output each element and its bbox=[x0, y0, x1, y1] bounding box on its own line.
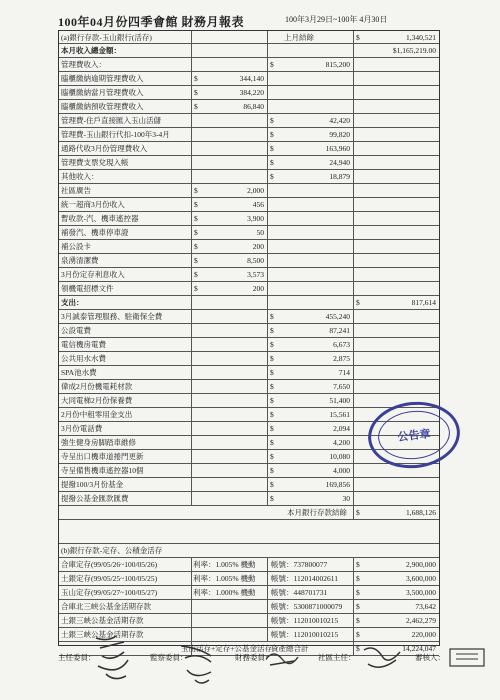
amount-cell bbox=[353, 492, 440, 505]
row-label: 領機電招標文件 bbox=[61, 284, 114, 293]
amount-cell bbox=[191, 282, 268, 295]
amount-value: 4,000 bbox=[333, 466, 350, 475]
amount-cell bbox=[191, 614, 268, 627]
interest-rate: 利率：1.000% 機動 bbox=[193, 588, 256, 597]
amount-cell bbox=[191, 366, 268, 379]
amount-cell bbox=[267, 296, 354, 309]
amount-cell bbox=[353, 296, 440, 309]
row-label: 3月份電話費 bbox=[61, 424, 103, 433]
amount-cell bbox=[267, 324, 354, 337]
amount-value: 87,241 bbox=[329, 326, 350, 335]
amount-value: 3,900 bbox=[247, 214, 264, 223]
currency-sign: $ bbox=[194, 88, 198, 97]
amount-cell bbox=[267, 86, 354, 99]
row-label: 合庫北三峡公基金活期存款 bbox=[61, 602, 151, 611]
amount-value: 456 bbox=[252, 200, 264, 209]
amount-cell bbox=[191, 380, 268, 393]
amount-value: 6,673 bbox=[333, 340, 350, 349]
table-row bbox=[59, 352, 439, 366]
amount-value: 8,500 bbox=[247, 256, 264, 265]
amount-cell bbox=[353, 366, 440, 379]
amount-cell bbox=[267, 142, 354, 155]
row-label: 大同電梯2月份保養費 bbox=[61, 396, 133, 405]
amount-cell bbox=[267, 450, 354, 463]
currency-sign: $ bbox=[194, 200, 198, 209]
currency-sign: $ bbox=[270, 326, 274, 335]
amount-cell bbox=[353, 31, 440, 43]
interest-rate: 利率：1.005% 機動 bbox=[193, 574, 256, 583]
table-row bbox=[59, 156, 439, 170]
amount-value: 455,240 bbox=[325, 312, 350, 321]
row-label: 2月份中租零用金支出 bbox=[61, 410, 133, 419]
row-label: 補發汽、機車停車證 bbox=[61, 228, 129, 237]
amount-cell bbox=[191, 184, 268, 197]
amount-cell bbox=[353, 240, 440, 253]
footer-audit-label: 監察委員： bbox=[150, 653, 188, 662]
amount-cell bbox=[191, 44, 268, 57]
amount-value: 815,200 bbox=[325, 60, 350, 69]
currency-sign: $ bbox=[270, 466, 274, 475]
currency-sign: $ bbox=[270, 172, 274, 181]
row-label: 管理費-住戶直接匯入玉山活儲 bbox=[61, 116, 161, 125]
amount-cell bbox=[267, 366, 354, 379]
amount-cell bbox=[353, 212, 440, 225]
table-row bbox=[59, 310, 439, 324]
amount-value: 200 bbox=[252, 242, 264, 251]
amount-cell bbox=[353, 156, 440, 169]
amount-cell bbox=[353, 86, 440, 99]
currency-sign: $ bbox=[356, 560, 360, 569]
table-row bbox=[59, 31, 439, 44]
previous-balance-value: 1,340,521 bbox=[406, 32, 436, 42]
currency-sign: $ bbox=[270, 438, 274, 447]
amount-value: 344,140 bbox=[239, 74, 264, 83]
amount-cell bbox=[267, 338, 354, 351]
amount-cell bbox=[267, 114, 354, 127]
amount-cell bbox=[191, 422, 268, 435]
table-row bbox=[59, 464, 439, 478]
stamp-text: 公告章 bbox=[376, 407, 453, 462]
amount-cell bbox=[267, 520, 353, 543]
amount-cell bbox=[353, 282, 440, 295]
footer-reviewer-label: 審核人： bbox=[415, 653, 445, 662]
currency-sign: $ bbox=[356, 32, 360, 42]
footer-chair-label: 主任委員： bbox=[58, 653, 96, 662]
amount-cell bbox=[191, 198, 268, 211]
amount-cell bbox=[353, 586, 440, 599]
amount-cell bbox=[267, 226, 354, 239]
row-label: 補公設卡 bbox=[61, 242, 91, 251]
footer-finance-label: 財務委員： bbox=[235, 653, 273, 662]
row-label: 本月收入總金額： bbox=[61, 46, 121, 55]
table-row bbox=[59, 86, 439, 100]
currency-sign: $ bbox=[356, 298, 360, 307]
table-row bbox=[59, 240, 439, 254]
amount-value: 2,000 bbox=[247, 186, 264, 195]
amount-value: 4,200 bbox=[333, 438, 350, 447]
table-row bbox=[59, 338, 439, 352]
amount-cell bbox=[353, 310, 440, 323]
table-row bbox=[59, 170, 439, 184]
table-row bbox=[59, 572, 439, 586]
row-label: 統一超商3月份收入 bbox=[61, 200, 125, 209]
table-row bbox=[59, 198, 439, 212]
amount-value: 817,614 bbox=[411, 298, 436, 307]
amount-cell bbox=[353, 506, 440, 519]
row-label: 公設電費 bbox=[61, 326, 91, 335]
handwritten-signature bbox=[88, 630, 148, 690]
table-row bbox=[59, 128, 439, 142]
handwritten-signature bbox=[360, 640, 408, 678]
amount-value: 169,856 bbox=[325, 480, 350, 489]
currency-sign: $ bbox=[270, 452, 274, 461]
row-label: 3月誠泰管理服務、駐衛保全費 bbox=[61, 312, 163, 321]
report-period: 100年3月29日~100年 4月30日 bbox=[285, 15, 388, 24]
amount-cell bbox=[267, 156, 354, 169]
currency-sign: $ bbox=[270, 494, 274, 503]
amount-cell bbox=[267, 352, 354, 365]
amount-cell bbox=[267, 254, 354, 267]
row-label: 提撥公基金匯款匯費 bbox=[61, 494, 129, 503]
currency-sign: $ bbox=[194, 270, 198, 279]
currency-sign: $ bbox=[270, 480, 274, 489]
amount-cell bbox=[267, 31, 354, 43]
amount-cell bbox=[191, 394, 268, 407]
table-row bbox=[59, 44, 439, 58]
report-title: 100年04月份四季會館 財務月報表 bbox=[58, 15, 245, 29]
row-label: 管理費收入： bbox=[61, 60, 106, 69]
amount-cell bbox=[267, 58, 354, 71]
amount-cell bbox=[353, 114, 440, 127]
amount-cell bbox=[267, 464, 354, 477]
table-row bbox=[59, 58, 439, 72]
amount-cell bbox=[267, 268, 354, 281]
currency-sign: $ bbox=[270, 410, 274, 419]
subtotal-label: 本月銀行存款結餘 bbox=[287, 508, 347, 517]
amount-cell bbox=[191, 128, 268, 141]
amount-cell bbox=[353, 520, 439, 543]
amount-cell bbox=[267, 198, 354, 211]
currency-sign: $ bbox=[270, 116, 274, 125]
table-row bbox=[59, 142, 439, 156]
currency-sign: $ bbox=[194, 228, 198, 237]
amount-cell bbox=[353, 600, 440, 613]
table-row bbox=[59, 558, 439, 572]
amount-cell bbox=[353, 544, 439, 557]
currency-sign: $ bbox=[270, 396, 274, 405]
amount-cell bbox=[267, 184, 354, 197]
amount-cell bbox=[191, 520, 267, 543]
reviewer-seal bbox=[448, 646, 488, 670]
amount-cell bbox=[353, 338, 440, 351]
currency-sign: $ bbox=[194, 214, 198, 223]
currency-sign: $ bbox=[194, 74, 198, 83]
row-label: 管理費-玉山銀行代扣-100年3-4月 bbox=[61, 130, 170, 139]
amount-cell bbox=[353, 72, 440, 85]
amount-value: 220,000 bbox=[411, 630, 436, 639]
amount-value: $1,165,219.00 bbox=[392, 46, 436, 55]
amount-value: 200 bbox=[252, 284, 264, 293]
amount-cell bbox=[267, 436, 354, 449]
row-label: 土銀定存(99/05/25~100/05/25) bbox=[61, 574, 158, 583]
amount-cell bbox=[267, 72, 354, 85]
amount-cell bbox=[191, 156, 268, 169]
amount-cell bbox=[353, 44, 440, 57]
row-label: 泉湧清潔費 bbox=[61, 256, 99, 265]
amount-cell bbox=[191, 324, 268, 337]
amount-cell bbox=[353, 614, 440, 627]
amount-cell bbox=[353, 100, 440, 113]
table-row bbox=[59, 282, 439, 296]
amount-value: 714 bbox=[338, 368, 350, 377]
amount-cell bbox=[191, 31, 268, 43]
currency-sign: $ bbox=[194, 256, 198, 265]
currency-sign: $ bbox=[356, 602, 360, 611]
amount-cell bbox=[191, 408, 268, 421]
table-row bbox=[59, 72, 439, 86]
amount-cell bbox=[267, 492, 354, 505]
amount-cell bbox=[267, 240, 354, 253]
amount-cell bbox=[267, 170, 354, 183]
currency-sign: $ bbox=[194, 186, 198, 195]
amount-cell bbox=[267, 310, 354, 323]
amount-cell bbox=[191, 436, 268, 449]
amount-cell bbox=[191, 544, 267, 557]
amount-cell bbox=[191, 100, 268, 113]
row-label: 寺呈備售機車遙控器10個 bbox=[61, 466, 144, 475]
amount-cell bbox=[267, 282, 354, 295]
row-label: 公共用水水費 bbox=[61, 354, 106, 363]
account-number: 帳號：5300871000079 bbox=[271, 602, 343, 611]
amount-cell bbox=[353, 198, 440, 211]
currency-sign: $ bbox=[356, 588, 360, 597]
amount-value: 73,642 bbox=[415, 602, 436, 611]
table-row bbox=[59, 394, 439, 408]
amount-cell bbox=[191, 268, 268, 281]
table-row bbox=[59, 478, 439, 492]
amount-value: 2,462,279 bbox=[406, 616, 436, 625]
row-label: 其他收入： bbox=[61, 172, 99, 181]
amount-value: 3,600,000 bbox=[406, 574, 436, 583]
amount-cell bbox=[191, 338, 268, 351]
amount-cell bbox=[191, 600, 268, 613]
table-row bbox=[59, 226, 439, 240]
row-label: 玉山定存(99/05/27~100/05/27) bbox=[61, 588, 158, 597]
currency-sign: $ bbox=[194, 242, 198, 251]
table-row bbox=[59, 366, 439, 380]
amount-cell bbox=[191, 170, 268, 183]
account-number: 帳號：112014002611 bbox=[271, 574, 338, 583]
row-label: (b)銀行存款-定存、公積金活存 bbox=[61, 546, 163, 555]
row-label: 社區廣告 bbox=[61, 186, 91, 195]
amount-cell bbox=[267, 394, 354, 407]
amount-cell bbox=[191, 114, 268, 127]
table-row bbox=[59, 520, 439, 544]
row-label: 支出： bbox=[61, 298, 84, 307]
currency-sign: $ bbox=[356, 508, 360, 517]
row-label: 臨櫃繳納逾期管理費收入 bbox=[61, 74, 144, 83]
subtotal-label: 玉山活存+定存+公基金活存 bbox=[181, 644, 272, 653]
amount-cell bbox=[267, 128, 354, 141]
currency-sign: $ bbox=[270, 340, 274, 349]
interest-rate: 利率：1.005% 機動 bbox=[193, 560, 256, 569]
amount-cell bbox=[353, 184, 440, 197]
table-row bbox=[59, 586, 439, 600]
amount-cell bbox=[267, 408, 354, 421]
amount-cell bbox=[353, 478, 440, 491]
amount-cell bbox=[191, 450, 268, 463]
amount-cell bbox=[353, 170, 440, 183]
previous-balance-label: 上月結餘 bbox=[284, 32, 314, 42]
currency-sign: $ bbox=[270, 130, 274, 139]
currency-sign: $ bbox=[194, 284, 198, 293]
row-label: 通路代收3月份管理費收入 bbox=[61, 144, 148, 153]
currency-sign: $ bbox=[356, 644, 360, 653]
footer-manager-label: 社區主任： bbox=[318, 653, 356, 662]
account-number: 帳號：737800077 bbox=[271, 560, 328, 569]
amount-cell bbox=[353, 58, 440, 71]
row-label: 電信機房電費 bbox=[61, 340, 106, 349]
table-row bbox=[59, 296, 439, 310]
amount-cell bbox=[191, 492, 268, 505]
amount-cell bbox=[267, 478, 354, 491]
amount-cell bbox=[353, 380, 440, 393]
amount-cell bbox=[353, 324, 440, 337]
amount-value: 3,500,000 bbox=[406, 588, 436, 597]
amount-cell bbox=[191, 506, 267, 519]
amount-cell bbox=[353, 268, 440, 281]
amount-cell bbox=[191, 478, 268, 491]
amount-cell bbox=[353, 226, 440, 239]
row-label: 土銀三峡公基金活期存款 bbox=[61, 616, 144, 625]
amount-cell bbox=[267, 380, 354, 393]
amount-cell bbox=[191, 310, 268, 323]
amount-value: 50 bbox=[256, 228, 264, 237]
table-row bbox=[59, 268, 439, 282]
currency-sign: $ bbox=[270, 144, 274, 153]
row-label: 寺呈出口機車道捲門更新 bbox=[61, 452, 144, 461]
row-label: 提撥100/3月份基金 bbox=[61, 480, 124, 489]
amount-value: 2,875 bbox=[333, 354, 350, 363]
table-row bbox=[59, 506, 439, 520]
row-label: 強生健身房脚踏車維修 bbox=[61, 438, 136, 447]
amount-cell bbox=[267, 212, 354, 225]
row-label: 臨櫃繳納當月管理費收入 bbox=[61, 88, 144, 97]
amount-cell bbox=[191, 212, 268, 225]
amount-value: 10,080 bbox=[329, 452, 350, 461]
amount-value: 2,900,000 bbox=[406, 560, 436, 569]
amount-value: 7,650 bbox=[333, 382, 350, 391]
currency-sign: $ bbox=[270, 354, 274, 363]
account-number: 帳號：112010010215 bbox=[271, 630, 339, 639]
amount-value: 384,220 bbox=[239, 88, 264, 97]
table-row bbox=[59, 544, 439, 558]
currency-sign: $ bbox=[270, 382, 274, 391]
table-row bbox=[59, 380, 439, 394]
row-label: 臨櫃繳納預收管理費收入 bbox=[61, 102, 144, 111]
amount-cell bbox=[353, 558, 440, 571]
row-label: 管理費支票兌現入帳 bbox=[61, 158, 129, 167]
row-label: 暫收款-汽、機車遙控器 bbox=[61, 214, 139, 223]
amount-cell bbox=[191, 142, 268, 155]
amount-cell bbox=[191, 226, 268, 239]
amount-value: 3,573 bbox=[247, 270, 264, 279]
amount-cell bbox=[191, 86, 268, 99]
row-label: (a)銀行存款-玉山銀行(活存) bbox=[61, 32, 152, 42]
row-label: 3月份定存利息收入 bbox=[61, 270, 125, 279]
amount-value: 15,561 bbox=[329, 410, 350, 419]
currency-sign: $ bbox=[270, 60, 274, 69]
amount-cell bbox=[267, 544, 353, 557]
amount-cell bbox=[191, 296, 268, 309]
currency-sign: $ bbox=[356, 574, 360, 583]
table-row bbox=[59, 114, 439, 128]
amount-cell bbox=[353, 254, 440, 267]
table-row bbox=[59, 184, 439, 198]
row-label: 偉成2月份機電耗材款 bbox=[61, 382, 133, 391]
table-row bbox=[59, 212, 439, 226]
amount-value: 51,400 bbox=[329, 396, 350, 405]
amount-cell bbox=[191, 240, 268, 253]
currency-sign: $ bbox=[356, 616, 360, 625]
amount-cell bbox=[353, 128, 440, 141]
amount-cell bbox=[353, 352, 440, 365]
finance-table bbox=[58, 30, 440, 653]
amount-value: 42,420 bbox=[329, 116, 350, 125]
amount-value: 30 bbox=[342, 494, 350, 503]
currency-sign: $ bbox=[270, 158, 274, 167]
row-label: 土銀三峡公基金活期存款 bbox=[61, 630, 144, 639]
amount-cell bbox=[191, 72, 268, 85]
amount-cell bbox=[191, 464, 268, 477]
amount-cell bbox=[191, 58, 268, 71]
amount-value: 1,688,126 bbox=[406, 508, 436, 517]
currency-sign: $ bbox=[356, 630, 360, 639]
amount-cell bbox=[353, 142, 440, 155]
amount-value: 99,820 bbox=[329, 130, 350, 139]
amount-value: 24,940 bbox=[329, 158, 350, 167]
currency-sign: $ bbox=[194, 102, 198, 111]
amount-value: 163,960 bbox=[325, 144, 350, 153]
amount-value: 86,840 bbox=[243, 102, 264, 111]
amount-cell bbox=[267, 44, 354, 57]
amount-cell bbox=[267, 100, 354, 113]
account-number: 資產總合計 bbox=[271, 644, 309, 653]
currency-sign: $ bbox=[270, 312, 274, 321]
account-number: 帳號：448701731 bbox=[271, 588, 328, 597]
amount-value: 14,224,047 bbox=[402, 644, 436, 653]
account-number: 帳號：112010010215 bbox=[271, 616, 339, 625]
amount-cell bbox=[191, 352, 268, 365]
currency-sign: $ bbox=[270, 424, 274, 433]
amount-cell bbox=[353, 572, 440, 585]
amount-cell bbox=[267, 422, 354, 435]
amount-cell bbox=[191, 254, 268, 267]
row-label: SPA池水費 bbox=[61, 368, 97, 377]
row-label: 合庫定存(99/05/26~100/05/26) bbox=[61, 560, 158, 569]
amount-value: 18,879 bbox=[329, 172, 350, 181]
table-row bbox=[59, 600, 439, 614]
table-row bbox=[59, 100, 439, 114]
currency-sign: $ bbox=[270, 368, 274, 377]
table-row bbox=[59, 254, 439, 268]
table-row bbox=[59, 324, 439, 338]
table-row bbox=[59, 614, 439, 628]
amount-value: 2,094 bbox=[333, 424, 350, 433]
table-row bbox=[59, 492, 439, 506]
